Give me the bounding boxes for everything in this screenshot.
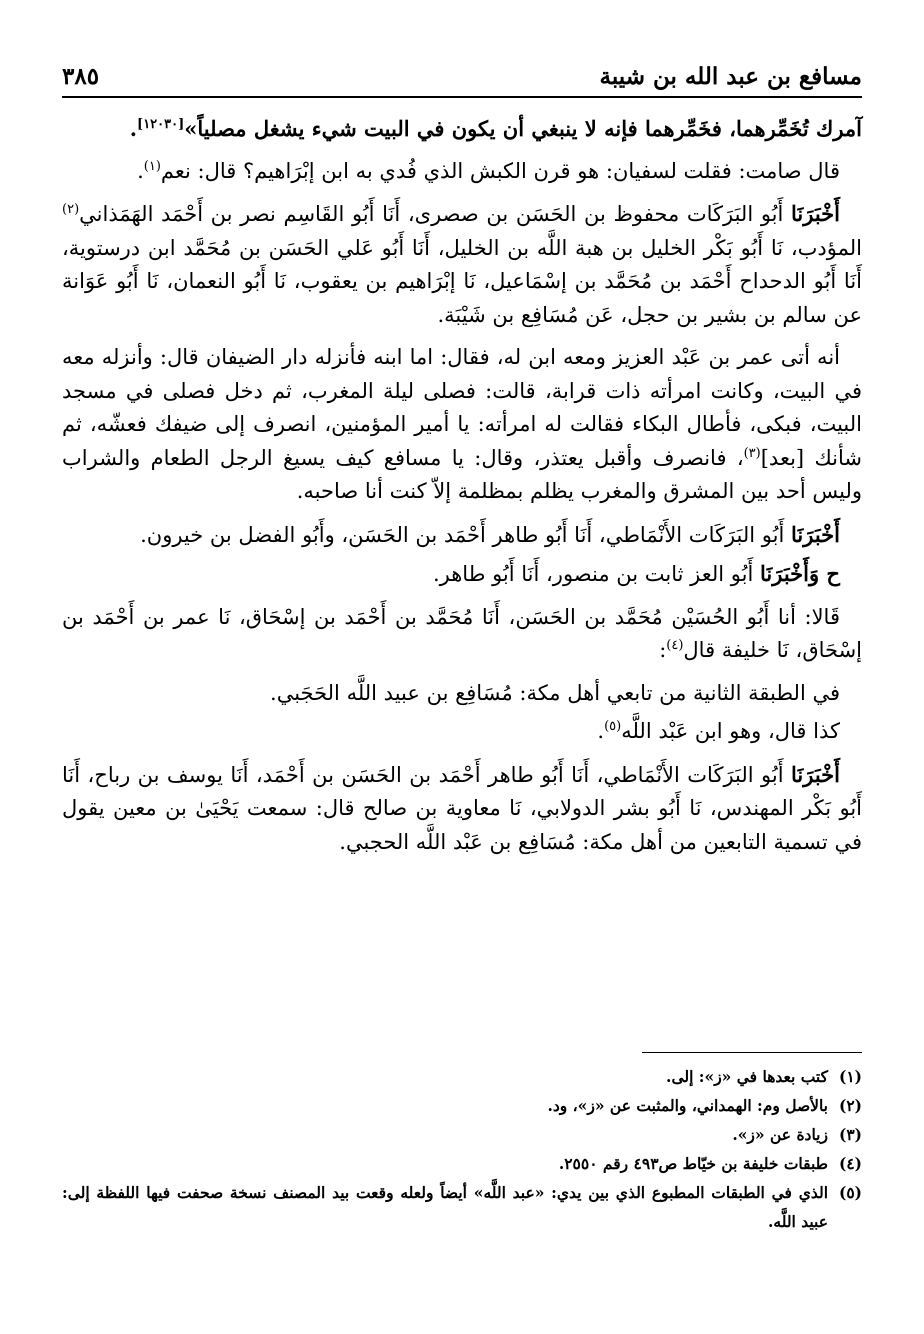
paragraph-2: قال صامت: فقلت لسفيان: هو قرن الكبش الذي فُدي به ابن إبْرَاهيم؟ قال: نعم$^{(١)}$. xyxy=(137,158,840,183)
paragraph-1: آمرك تُخَمِّرهما، فخَمِّرهما فإنه لا ينبغي أن يكون في البيت شيء يشغل مصلياً»[١٢٠٣٠]. xyxy=(129,116,862,141)
footnote-ref: (١) xyxy=(143,158,161,174)
footnotes xyxy=(62,1062,862,1236)
footnote-3: (٣) زيادة عن «ز». xyxy=(732,1125,862,1144)
paragraph-8: في الطبقة الثانية من تابعي أهل مكة: مُسَافِع بن عبيد اللَّه الحَجَبي. xyxy=(270,680,840,705)
footnote-ref: (٥) xyxy=(604,719,622,734)
isnad-lead: أَخْبَرَنَا xyxy=(791,521,840,547)
footnote-ref: (٢) xyxy=(62,202,80,217)
footnote-ref: (٣) xyxy=(743,445,761,461)
footnote-2: (٢) بالأصل وم: الهمداني، والمثبت عن «ز»، ود. xyxy=(547,1096,862,1115)
isnad-lead: أَخْبَرَنَا xyxy=(791,761,840,787)
footnote-ref: (٤) xyxy=(666,638,684,653)
page-number: ٣٨٥ xyxy=(62,63,100,90)
main-text xyxy=(62,112,862,868)
running-title: مسافع بن عبد الله بن شيبة xyxy=(599,63,862,90)
footnote-ref: [١٢٠٣٠] xyxy=(137,117,185,132)
paragraph-3: أَخْبَرَنَا أَبُو البَرَكَات محفوظ بن الحَسَن بن صصرى، أَنَا أَبُو القَاسِم نصر بن أَحْمَد الهَمَذاني$^{(٢)}$ المؤدب، نَا أَبُو بَكْر الخليل بن هبة اللَّه بن الخليل، أَنَا أَبُو عَلي الحَسَن بن مُحَمَّد ابن درستوية، أَنَا أَبُو الدحداح أَحْمَد بن مُحَمَّد بن إسْمَاعيل، نَا إبْرَاهيم بن يعقوب، نَا أَبُو النعمان، نَا أَبُو عَوَانة عن سالم بن بشير بن حجل، عَن مُسَافِع بن شَيْبَة. xyxy=(62,201,862,327)
paragraph-10: أَخْبَرَنَا أَبُو البَرَكَات الأَنْمَاطي، أَنَا أَبُو طاهر أَحْمَد بن الحَسَن بن أَحْمَد، أَنَا يوسف بن رباح، أَنَا أَبُو بَكْر المهندس، نَا أَبُو بشر الدولابي، نَا معاوية بن صالح قال: سمعت يَحْيَىٰ بن معين يقول في تسمية التابعين من أهل مكة: مُسَافِع بن عَبْد اللَّه الحجبي. xyxy=(62,761,862,854)
paragraph-9: كذا قال، وهو ابن عَبْد اللَّه$^{(٥)}$. xyxy=(597,719,840,743)
paragraph-6: ح وَأَخْبَرَنَا أَبُو العز ثابت بن منصور، أَنَا أَبُو طاهر. xyxy=(432,561,840,586)
page-header xyxy=(62,52,862,98)
footnote-5: (٥) الذي في الطبقات المطبوع الذي بين يدي: «عبد اللَّه» أيضاً ولعله وقعت بيد المصنف نسخة صحفت فيها اللفظة إلى: عبيد اللَّه. xyxy=(62,1183,862,1231)
footnote-4: (٤) طبقات خليفة بن خيّاط ص٤٩٣ رقم ٢٥٥٠. xyxy=(558,1154,862,1173)
footnote-1: (١) كتب بعدها في «ز»: إلى. xyxy=(666,1067,862,1086)
paragraph-5: أَخْبَرَنَا أَبُو البَرَكَات الأَنْمَاطي، أَنَا أَبُو طاهر أَحْمَد بن الحَسَن، وأَبُو الفضل بن خيرون. xyxy=(140,521,840,547)
paragraph-7: قَالا: أنا أَبُو الحُسَيْن مُحَمَّد بن الحَسَن، أَنَا مُحَمَّد بن أَحْمَد بن إسْحَاق، نَا عمر بن أَحْمَد بن إسْحَاق، نَا خليفة قال$^{(٤)}$: xyxy=(62,604,862,662)
footnote-rule xyxy=(642,1052,862,1053)
isnad-lead: ح وَأَخْبَرَنَا xyxy=(760,561,840,586)
isnad-lead: أَخْبَرَنَا xyxy=(791,201,840,226)
paragraph-4: أنه أتى عمر بن عَبْد العزيز ومعه ابن له، فقال: اما ابنه فأنزله دار الضيفان قال: وأنزله معه في البيت، وكانت امرأته ذات قرابة، قالت: فصلى ليلة المغرب، ثم دخل فصلى في مسجد البيت، فبكى، فأطال البكاء فقالت له امرأته: يا أمير المؤمنين، انصرف إلى ضيفك فعشّه، ثم شأنك [بعد]$^{(٣)}$، فانصرف وأقبل يعتذر، وقال: يا مسافع كيف يسيغ الرجل الطعام والشراب وليس أحد بين المشرق والمغرب يظلم بمظلمة إلاّ كنت أنا صاحبه. xyxy=(62,345,862,503)
